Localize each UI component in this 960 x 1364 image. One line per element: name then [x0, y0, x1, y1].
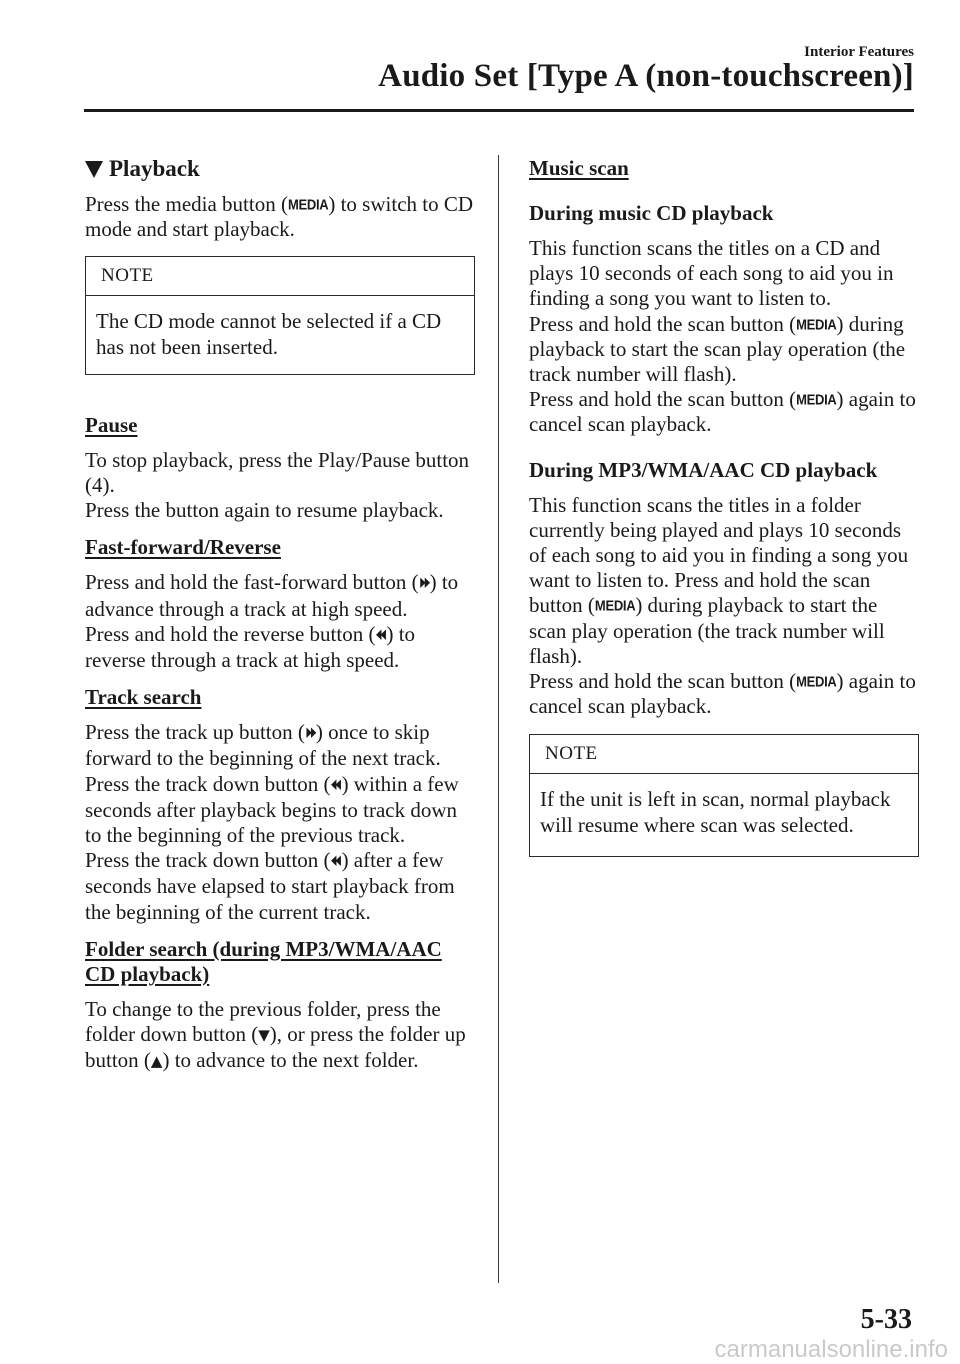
text-run: ) within a few seconds after playback begins to track down to the beginning of the previous track.	[85, 771, 459, 848]
folder-up-icon: ▲	[150, 1052, 163, 1071]
note-body	[530, 774, 918, 855]
ff-text	[85, 570, 475, 621]
note-label: NOTE	[86, 257, 474, 296]
text-run: To change to the previous folder, press the folder down button (	[85, 996, 441, 1047]
text-run: ) again to cancel scan playback.	[529, 669, 916, 719]
text-run: ) after a few seconds have elapsed to start playback from the beginning of the current track.	[85, 848, 455, 924]
note-box	[529, 734, 919, 856]
text-run: Press and hold the scan button (	[529, 311, 797, 336]
note-body	[86, 296, 474, 373]
text-run: ) during playback to start the scan play operation (the track number will flash).	[529, 593, 885, 668]
rev-text	[85, 622, 475, 673]
note-label: NOTE	[530, 735, 918, 774]
mp3-playback-subheading: During MP3/WMA/AAC CD playback	[529, 457, 878, 482]
text-run: ), or press the folder up button (	[85, 1022, 466, 1073]
cd-text-3	[529, 387, 919, 437]
cd-text-2	[529, 312, 919, 388]
track-text-2	[85, 772, 475, 849]
page-title: Audio Set [Type A (non-touchscreen)]	[378, 58, 914, 94]
note-text: If the unit is left in scan, normal playback will resume where scan was selected.	[540, 787, 891, 837]
mp3-text-2	[529, 669, 919, 719]
text-run: ) again to cancel scan playback.	[529, 387, 916, 437]
media-button-icon: MEDIA	[594, 597, 636, 615]
text-run: Press and hold the scan button (	[529, 669, 797, 694]
watermark: carmanualsonline.info	[714, 1336, 948, 1363]
track-down-icon: ⏴⏴	[330, 852, 340, 871]
section-label: Interior Features	[804, 44, 914, 60]
folder-search-heading: Folder search (during MP3/WMA/AAC CD playback)	[85, 936, 442, 986]
media-button-icon: MEDIA	[796, 315, 837, 333]
track-down-icon: ⏴⏴	[330, 775, 340, 794]
cd-text-1: This function scans the titles on a CD and plays 10 seconds of each song to aid you in finding a song you want to listen to.	[529, 236, 894, 311]
text-run: ) once to skip forward to the beginning of the next track.	[85, 720, 441, 771]
playback-heading-text: Playback	[109, 156, 200, 181]
text-run: Press and hold the scan button (	[529, 387, 797, 412]
right-column	[529, 156, 919, 857]
media-button-icon: MEDIA	[796, 672, 837, 691]
text-run: Press the track down button (	[85, 848, 331, 873]
text-run: Press the track down button (	[85, 771, 331, 796]
reverse-icon: ⏴⏴	[375, 625, 385, 644]
column-divider	[498, 155, 499, 1283]
music-scan-heading: Music scan	[529, 156, 629, 180]
triangle-bullet-icon	[85, 161, 103, 178]
note-box	[85, 256, 475, 374]
fast-forward-icon: ⏵⏵	[418, 574, 428, 593]
track-search-heading: Track search	[85, 685, 202, 710]
text-run: This function scans the titles in a folder currently being played and plays 10 seconds of each song to aid you in finding a song you want to listen to. Press and hold the scan button (	[529, 492, 909, 618]
folder-down-icon: ▼	[258, 1026, 270, 1045]
text-run: Press the media button (	[85, 192, 288, 216]
text-run: ) to advance through a track at high speed.	[85, 570, 459, 621]
track-text-1	[85, 720, 475, 771]
cd-playback-subheading: During music CD playback	[529, 201, 774, 225]
track-up-icon: ⏵⏵	[304, 724, 314, 743]
page-number: 5-33	[860, 1304, 912, 1335]
pause-heading: Pause	[85, 412, 138, 437]
left-column	[85, 156, 475, 1074]
text-run: Press and hold the fast-forward button (	[85, 570, 419, 595]
pause-text-1: To stop playback, press the Play/Pause button (4).	[85, 447, 470, 498]
text-run: Press and hold the reverse button (	[85, 621, 376, 646]
text-run: ) to advance to the next folder.	[162, 1048, 419, 1073]
playback-text	[85, 192, 475, 242]
text-run: ) to reverse through a track at high speed.	[85, 621, 416, 673]
ff-heading: Fast-forward/Reverse	[85, 535, 281, 560]
text-run: Press the track up button (	[85, 720, 305, 745]
text-run: ) during playback to start the scan play operation (the track number will flash).	[529, 311, 906, 387]
playback-heading	[85, 156, 475, 182]
track-text-3	[85, 848, 475, 925]
note-text: The CD mode cannot be selected if a CD has not been inserted.	[96, 309, 442, 359]
pause-text-2: Press the button again to resume playback.	[85, 498, 444, 523]
folder-text	[85, 997, 475, 1075]
header-rule	[84, 109, 914, 112]
media-button-icon: MEDIA	[287, 195, 329, 214]
mp3-text-1	[529, 493, 919, 669]
text-run: ) to switch to CD mode and start playback.	[85, 192, 474, 242]
media-button-icon: MEDIA	[796, 391, 837, 409]
